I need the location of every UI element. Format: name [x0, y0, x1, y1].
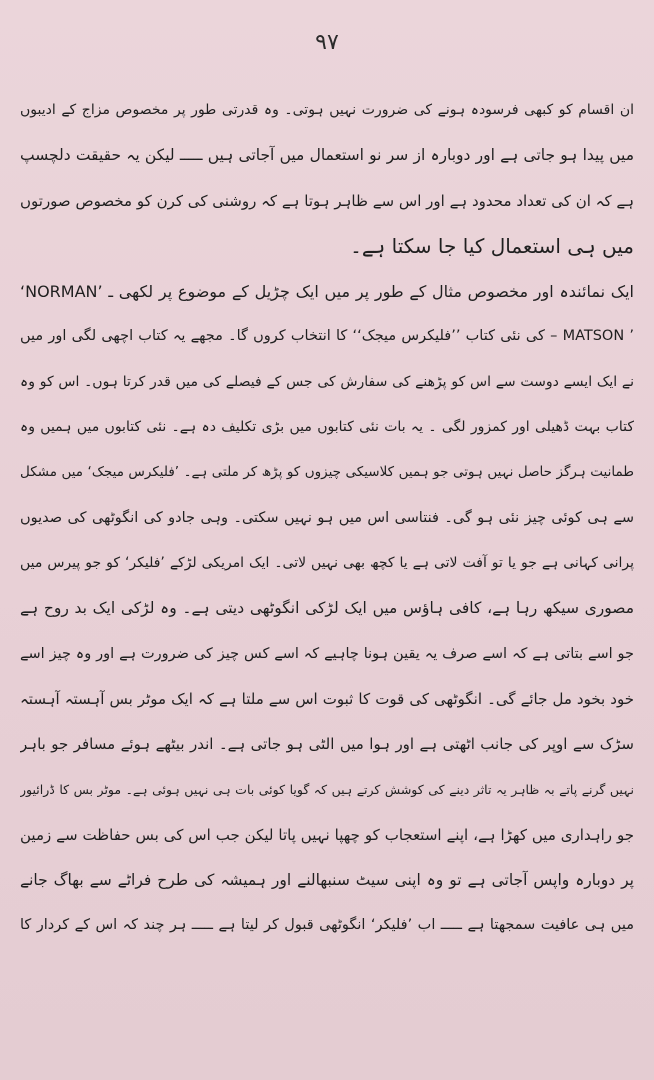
text-line-7: نے ایک ایسے دوست سے اس کو پڑھنے کی سفارش کی جس کے فیصلے کی میں قدر کرتا ہوں۔ اس کو وہ	[20, 373, 634, 390]
page-number: ۹۷	[315, 30, 339, 55]
text-line-13: جو اسے بتاتی ہے کہ اسے صرف یہ یقین ہونا چاہیے کہ اسے کس چیز کی ضرورت ہے اور وہ چیز اسے	[20, 645, 634, 662]
text-line-8: کتاب بہت ڈھیلی اور کمزور لگی ۔ یہ بات نئی کتابوں میں بڑی تکلیف دہ ہے۔ نئی کتابوں میں ہمیں وہ	[20, 419, 634, 436]
text-line-11: پرانی کہانی ہے جو یا تو آفت لاتی ہے یا کچھ بھی نہیں لاتی۔ ایک امریکی لڑکے ’فلیکر‘ کو جو پیرس میں	[20, 554, 634, 571]
text-line-3: ہے کہ ان کی تعداد محدود ہے اور اس سے ظاہر ہوتا ہے کہ روشنی کی کرن کو مخصوص صورتوں	[20, 191, 634, 210]
text-line-14: خود بخود مل جائے گی۔ انگوٹھی کی قوت کا ثبوت اس سے ملتا ہے کہ ایک موٹر بس آہستہ آہستہ	[20, 689, 634, 708]
text-line-12: مصوری سیکھ رہا ہے، کافی ہاؤس میں ایک لڑکی انگوٹھی دیتی ہے۔ وہ لڑکی ایک بد روح ہے	[20, 599, 634, 618]
text-line-6: ’ MATSON – کی نئی کتاب ’’فلیکرس میجک‘‘ کا انتخاب کروں گا۔ مجھے یہ کتاب اچھی لگی اور میں	[20, 328, 634, 345]
body-text	[20, 88, 634, 949]
text-line-2: میں پیدا ہو جاتی ہے اور دوبارہ از سر نو استعمال میں آجاتی ہیں ـــــ لیکن یہ حقیقت دلچسپ	[20, 146, 634, 165]
text-line-5: ایک نمائندہ اور مخصوص مثال کے طور پر میں ایک چڑیل کے موضوع پر لکھی ـ ’NORMAN‘	[20, 282, 634, 302]
text-line-17: جو راہداری میں کھڑا ہے، اپنے استعجاب کو چھپا نہیں پاتا لیکن جب اس کی بس حفاظت سے زمین	[20, 825, 634, 844]
text-line-18: پر دوبارہ واپس آجاتی ہے تو وہ اپنی سیٹ سنبھالنے اور ہمیشہ کی طرح فراٹے سے بھاگ جانے	[20, 871, 634, 890]
text-line-1: ان اقسام کو کبھی فرسودہ ہونے کی ضرورت نہیں ہوتی۔ وہ قدرتی طور پر مخصوص مزاج کے ادیبوں	[20, 102, 634, 118]
text-line-16: نہیں گرنے پاتے بہ ظاہر یہ تاثر دینے کی کوشش کرتے ہیں کہ گویا کوئی بات ہی نہیں ہوئی ہے۔ موٹر بس کا ڈرائیور	[20, 782, 634, 798]
text-line-4: میں ہی استعمال کیا جا سکتا ہے۔	[350, 233, 634, 258]
text-line-10: سے ہی کوئی چیز نئی ہو گی۔ فنتاسی اس میں ہو نہیں سکتی۔ وہی جادو کی انگوٹھی کی صدیوں	[20, 509, 634, 526]
text-line-15: سڑک سے اوپر کی جانب اٹھتی ہے اور ہوا میں الٹی ہو جاتی ہے۔ اندر بیٹھے ہوئے مسافر جو باہر	[20, 735, 634, 754]
text-line-9: طمانیت ہرگز حاصل نہیں ہوتی جو ہمیں کلاسیکی چیزوں کو پڑھ کر ملتی ہے۔ ’فلیکرس میجک‘ میں مشکل	[20, 464, 634, 481]
text-line-19: میں ہی عافیت سمجھتا ہے ـــــ اب ’فلیکر‘ انگوٹھی قبول کر لیتا ہے ـــــ ہر چند کہ اس کے کردار کا	[20, 917, 634, 934]
